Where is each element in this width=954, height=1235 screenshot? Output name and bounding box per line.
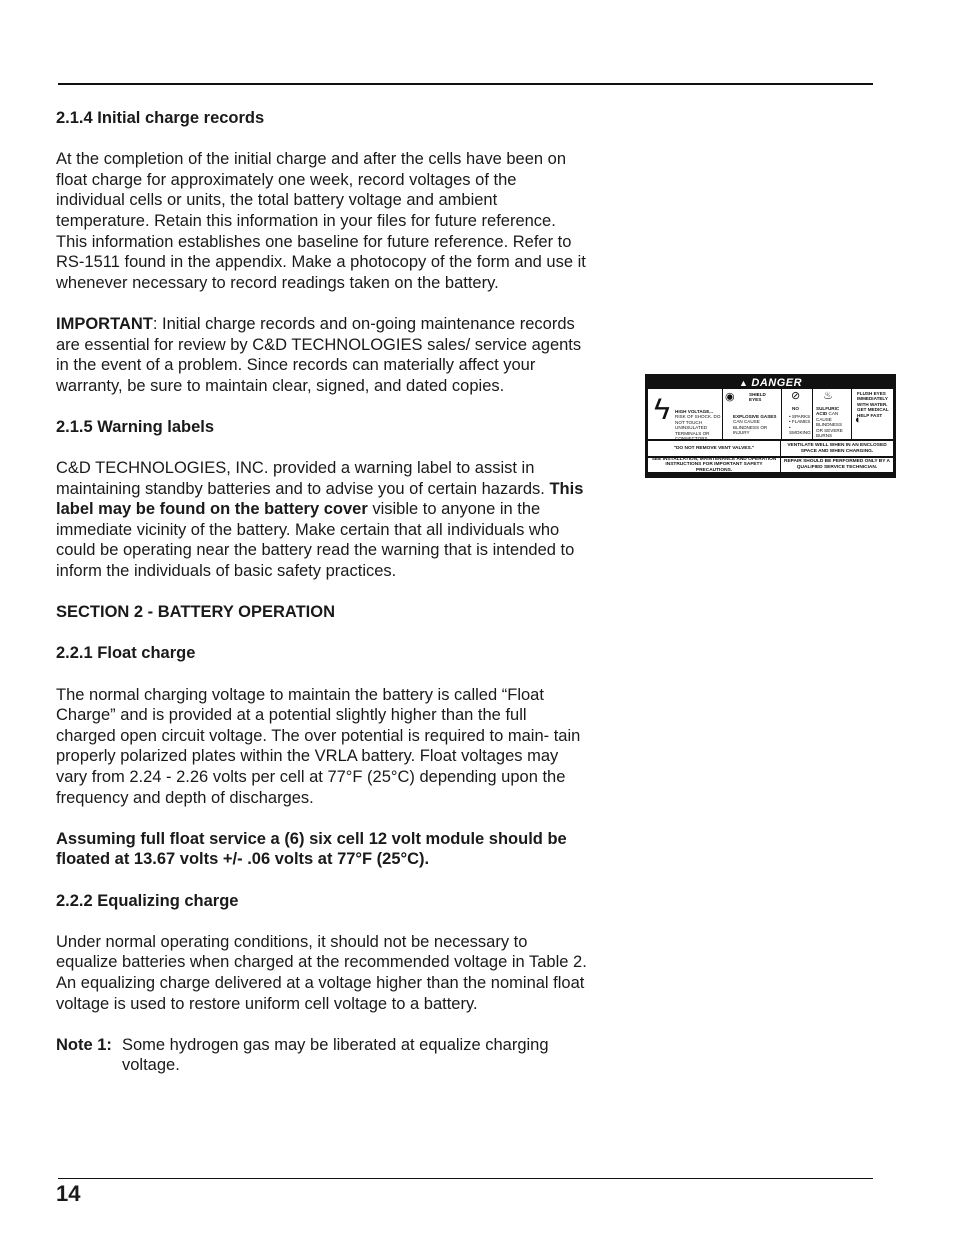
flush-text: FLUSH EYES IMMEDIATELY WITH WATER. GET MEDICAL HELP FAST (857, 391, 889, 418)
high-voltage-title: HIGH VOLTAGE... (675, 409, 714, 414)
danger-header (648, 377, 893, 389)
danger-warning-label (645, 374, 896, 478)
high-voltage-cell (648, 389, 723, 442)
ventilate-text: VENTILATE WELL WHEN IN AN ENCLOSED SPACE AND WHEN CHARGING. (787, 442, 887, 454)
flush-eyes-cell (852, 389, 893, 439)
no-flames-cell (782, 389, 813, 439)
no-smoking-icon: ⊘ (791, 390, 801, 402)
float-charge-bold-paragraph (56, 829, 588, 870)
danger-icons-row (648, 389, 893, 442)
eye-wash-icon: ◐ (855, 414, 862, 426)
bottom-rule (58, 1178, 873, 1179)
float-voltage-statement: Assuming full float service a (6) six cell 12 volt module should be floated at 13.67 volts +/- .06 volts at 77°F (25°C). (56, 829, 567, 869)
top-rule (58, 83, 873, 85)
heading-section-2: SECTION 2 - BATTERY OPERATION (56, 603, 335, 622)
high-voltage-detail: RISK OF SHOCK. DO NOT TOUCH UNINSULATED TERMINALS OR CONNECTORS (675, 414, 721, 442)
important-paragraph (56, 314, 588, 396)
lightning-bolt-icon: ϟ (654, 393, 670, 426)
acid-hand-icon: ♨ (823, 390, 833, 402)
repair-text: REPAIR SHOULD BE PERFORMED ONLY BY A QUALIFIED SERVICE TECHNICIAN. (784, 459, 890, 470)
sulfuric-detail: CAN CAUSE BLINDNESS OR SEVERE BURNS (816, 411, 843, 439)
no-items: • SPARKS • FLAMES • SMOKING (789, 414, 811, 436)
sulfuric-acid-cell (813, 389, 852, 439)
main-column (56, 108, 588, 1076)
initial-charge-paragraph: At the completion of the initial charge and after the cells have been on float charge for approximately one week, record voltages of the individual cells or units, the total battery voltage and ambient temperature. Retain this information in your files for future reference. This information establishes one baseline for future reference. Refer to RS-1511 found in the appendix. Make a photocopy of the form and use it whenever necessary to record readings taken on the battery. (56, 150, 586, 292)
shield-eyes-cell (723, 389, 782, 439)
note-1 (56, 1035, 588, 1076)
vent-valves-text: "DO NOT REMOVE VENT VALVES." (648, 441, 781, 456)
explosive-title: EXPLOSIVE GASES (733, 414, 777, 419)
sulfuric-title: SULFURIC ACID (816, 406, 840, 417)
heading-initial-charge-records: 2.1.4 Initial charge records (56, 109, 265, 127)
important-text: : Initial charge records and on-going maintenance records are essential for review by C&D TECHNOLOGIES sales/ service agents in the event of a problem. Since records can materially affect your warranty, be sure to maintain clear, signed, and dated copies. (56, 314, 582, 395)
danger-instructions-row (648, 458, 893, 472)
warning-text-bold: This label may be found on the battery cover (56, 479, 584, 519)
danger-title: DANGER (751, 377, 803, 389)
no-text: NO (792, 406, 799, 411)
equalizing-paragraph: Under normal operating conditions, it should not be necessary to equalize batteries when charged at the recommended voltage in Table 2. An equalizing charge delivered at a voltage higher than the nominal float voltage is used to restore uniform cell voltage to a battery. (56, 932, 587, 1013)
page-number: 14 (56, 1181, 81, 1206)
see-instructions-text: SEE INSTALLATION, MAINTENANCE AND OPERATION INSTRUCTIONS FOR IMPORTANT SAFETY PRECAUTIONS. (648, 458, 781, 472)
warning-labels-paragraph (56, 458, 588, 582)
danger-vent-row (648, 441, 893, 456)
note-label: Note 1: (56, 1035, 112, 1054)
heading-equalizing-charge: 2.2.2 Equalizing charge (56, 891, 239, 910)
note-text: Some hydrogen gas may be liberated at equalize charging voltage. (122, 1035, 549, 1075)
important-label: IMPORTANT (56, 314, 153, 333)
explosive-detail: CAN CAUSE BLINDNESS OR INJURY (733, 419, 768, 436)
heading-float-charge: 2.2.1 Float charge (56, 644, 196, 663)
warning-text-b: visible to anyone in the immediate vicinity of the battery. Make certain that all individuals who could be operating near the battery read the warning that is intended to inform the individuals of basic safety practices. (56, 500, 575, 581)
shield-eyes-text: SHIELD EYES (749, 392, 766, 403)
warning-text-a: C&D TECHNOLOGIES, INC. provided a warning label to assist in maintaining standby batteries and to advise you of certain hazards. (56, 459, 550, 498)
goggles-icon: ◉ (725, 391, 735, 403)
float-charge-paragraph: The normal charging voltage to maintain the battery is called “Float Charge” and is provided at a potential slightly higher than the full charged open circuit voltage. The over potential is required to main- tain properly polarized plates within the VRLA battery. Float voltages may vary from 2.24 - 2.26 volts per cell at 77°F (25°C) depending upon the frequency and depth of discharges. (56, 685, 581, 807)
warning-triangle-icon: ▲ (738, 378, 749, 388)
heading-warning-labels: 2.1.5 Warning labels (56, 417, 215, 436)
